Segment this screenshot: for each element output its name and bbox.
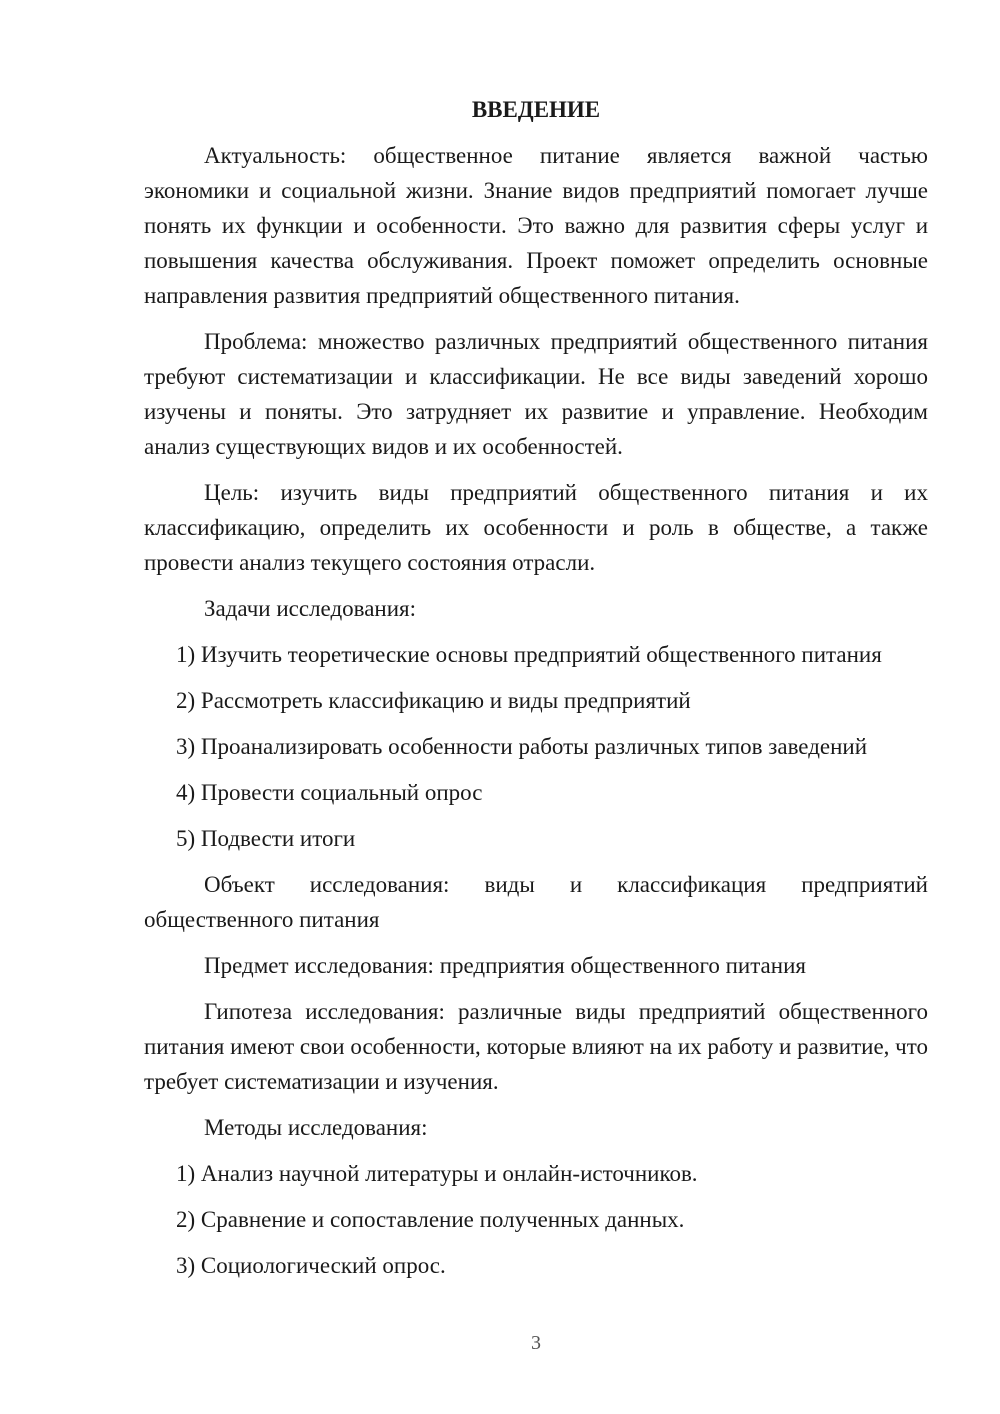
method-item: 1) Анализ научной литературы и онлайн-источников. xyxy=(176,1161,698,1186)
object-paragraph: Объект исследования: виды и классификация предприятий общественного питания xyxy=(144,872,928,932)
problem-paragraph: Проблема: множество различных предприятий общественного питания требуют систематизации и классификации. Не все виды заведений хорошо изучены и поняты. Это затрудняет их развитие и управление. Необходим анализ существующих видов и их особенностей. xyxy=(144,329,928,459)
page-number: 3 xyxy=(531,1332,541,1354)
hypothesis-paragraph: Гипотеза исследования: различные виды предприятий общественного питания имеют свои особенности, которые влияют на их работу и развитие, что требует систематизации и изучения. xyxy=(144,999,928,1094)
task-item: 5) Подвести итоги xyxy=(176,826,356,851)
task-item: 2) Рассмотреть классификацию и виды предприятий xyxy=(176,688,691,713)
goal-paragraph: Цель: изучить виды предприятий общественного питания и их классификацию, определить их особенности и роль в обществе, а также провести анализ текущего состояния отрасли. xyxy=(144,480,928,575)
method-item: 2) Сравнение и сопоставление полученных данных. xyxy=(176,1207,685,1232)
relevance-paragraph: Актуальность: общественное питание является важной частью экономики и социальной жизни. Знание видов предприятий помогает лучше понять их функции и особенности. Это важно для развития сферы услуг и повышения качества обслуживания. Проект поможет определить основные направления развития предприятий общественного питания. xyxy=(144,143,928,308)
task-item: 1) Изучить теоретические основы предприятий общественного питания xyxy=(176,642,882,667)
task-item: 3) Проанализировать особенности работы различных типов заведений xyxy=(176,734,868,759)
method-item: 3) Социологический опрос. xyxy=(176,1253,446,1278)
methods-heading: Методы исследования: xyxy=(204,1115,428,1140)
section-heading: ВВЕДЕНИЕ xyxy=(471,97,601,122)
subject-paragraph: Предмет исследования: предприятия общественного питания xyxy=(204,953,806,978)
page-content xyxy=(144,92,928,1294)
tasks-heading: Задачи исследования: xyxy=(204,596,417,621)
task-item: 4) Провести социальный опрос xyxy=(176,780,483,805)
tasks-list xyxy=(144,637,928,856)
methods-list xyxy=(144,1156,928,1283)
